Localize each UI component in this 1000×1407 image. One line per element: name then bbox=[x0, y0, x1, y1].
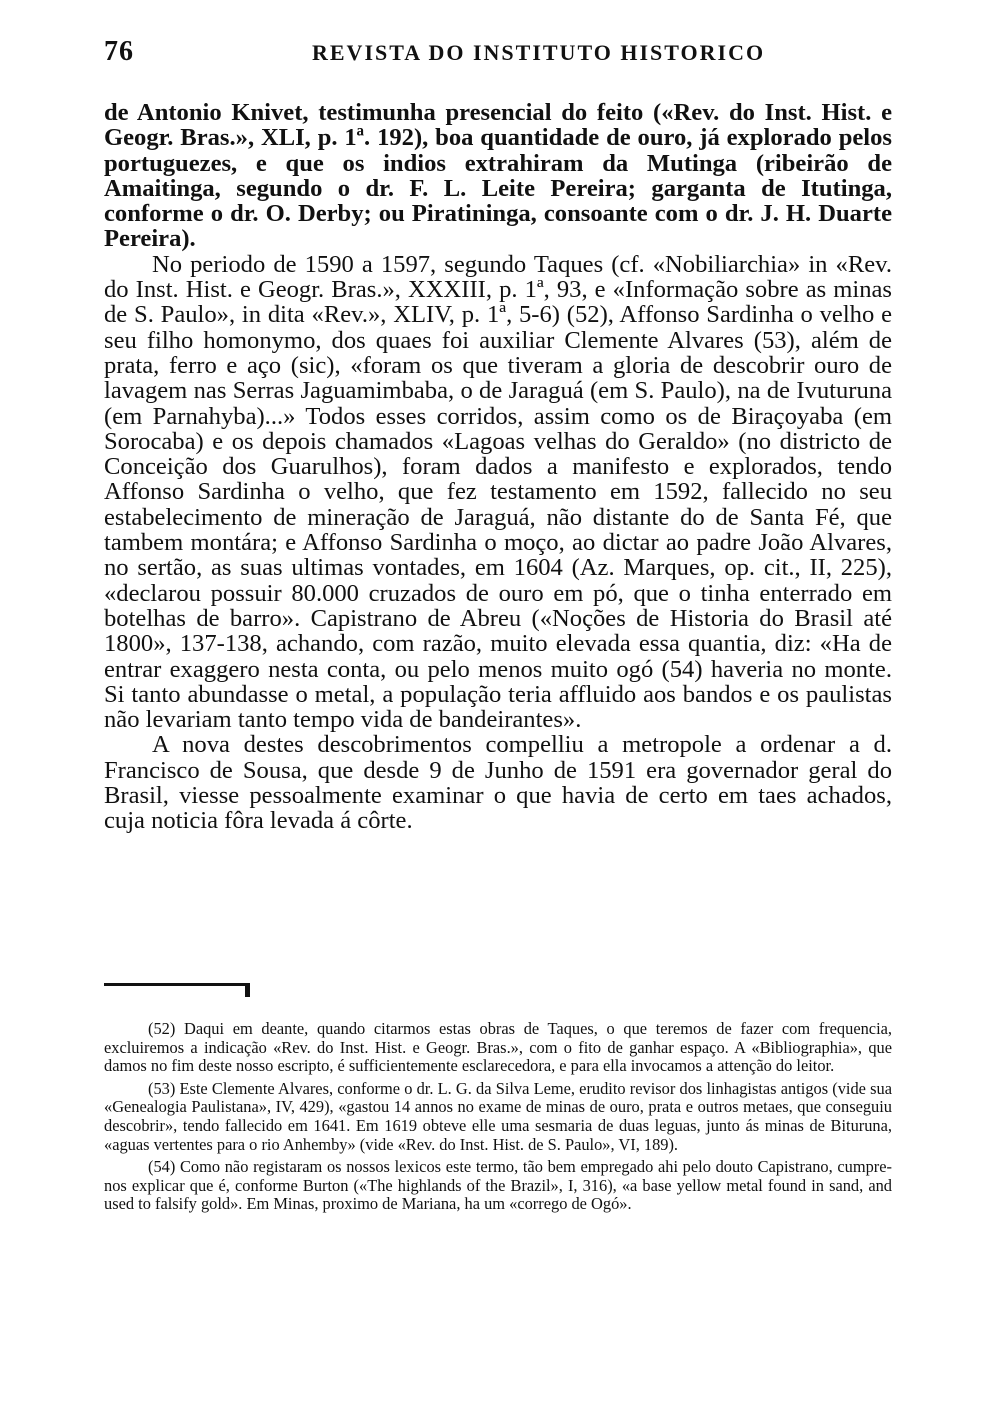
paragraph-1: de Antonio Knivet, testimunha presencial do feito («Rev. do Inst. Hist. e Geogr. Bras.», XLI, p. 1ª. 192), boa quantidade de ouro, já explorado pelos portuguezes, e que os indios extrahiram da Mutinga (ribeirão de Amaitinga, segundo o dr. F. L. Leite Pereira; garganta de Itutinga, conforme o dr. O. Derby; ou Piratininga, consoante com o dr. J. H. Duarte Pereira). bbox=[104, 99, 892, 253]
paragraph-3: A nova destes descobrimentos compelliu a metropole a ordenar a d. Francisco de Sousa, que desde 9 de Junho de 1591 era governador geral do Brasil, viesse pessoalmente examinar o que havia de certo em taes achados, cuja noticia fôra levada á côrte. bbox=[104, 731, 892, 835]
footnote-54: (54) Como não registaram os nossos lexicos este termo, tão bem empregado ahi pelo douto Capistrano, cumpre-nos explicar que é, conforme Burton («The highlands of the Brazil», I, 316), «a base yellow metal found in sand, and used to falsify gold». Em Minas, proximo de Mariana, ha um «corregо de Ogó». bbox=[104, 1157, 892, 1214]
footnote-separator-mark bbox=[245, 984, 250, 997]
footnotes bbox=[104, 1020, 892, 1218]
footnote-52: (52) Daqui em deante, quando citarmos estas obras de Taques, o que teremos de fazer com frequencia, excluiremos a indicação «Rev. do Inst. Hist. e Geogr. Bras.», com o fito de ganhar espaço. A «Bibliographia», que damos no fim deste nosso escripto, é sufficientemente esclarecedora, e para ella invocamos a attenção do leitor. bbox=[104, 1019, 892, 1076]
footnote-53: (53) Este Clemente Alvares, conforme o dr. L. G. da Silva Leme, erudito revisor dos linhagistas antigos (vide sua «Genealogia Paulistana», IV, 429), «gastou 14 annos no exame de minas de ouro, prata e outros metaes, que conseguiu descobrir», tendo fallecido em 1641. Em 1619 obteve elle uma sesmaria de duas leguas, junto ás minas de Bituruna, «aguas vertentes para o rio Anhemby» (vide «Rev. do Inst. Hist. de S. Paulo», VI, 189). bbox=[104, 1078, 892, 1154]
page-number: 76 bbox=[104, 36, 134, 67]
running-head: REVISTA DO INSTITUTO HISTORICO bbox=[312, 40, 766, 65]
main-text bbox=[104, 100, 892, 834]
paragraph-2: No periodo de 1590 a 1597, segundo Taques (cf. «Nobiliarchia» in «Rev. do Inst. Hist. e Geogr. Bras.», XXXIII, p. 1ª, 93, e «Informação sobre as minas de S. Paulo», in dita «Rev.», XLIV, p. 1ª, 5-6) (52), Affonso Sardinha o velho e seu filho homonymo, dos quaes foi auxiliar Clemente Alvares (53), além de prata, ferro e aço (sic), «foram os que tiveram a gloria de descobrir ouro de lavagem nas Serras Jaguamimbaba, o de Jaraguá (em S. Paulo), na de Ivuturuna (em Parnahyba)...» Todos esses corridos, assim como os de Biraçoyaba (em Sorocaba) e os depois chamados «Lagoas velhas do Geraldo» (no districto de Conceição dos Guarulhos), foram dados a manifesto e explorados, tendo Affonso Sardinha o velho, que fez testamento em 1592, fallecido no seu estabelecimento de mineração de Jaraguá, não distante do de Santa Fé, que tambem montára; e Affonso Sardinha o moço, ao dictar ao padre João Alvares, no sertão, as suas ultimas vontades, em 1604 (Az. Marques, op. cit., II, 225), «declarou possuir 80.000 cruzados de ouro em pó, que o tinha enterrado em botelhas de barro». Capistrano de Abreu («Noções de Historia do Brasil até 1800», 137-138, achando, com razão, muito elevada essa quantia, diz: «Ha de entrar exaggero nesta conta, ou pelo menos muito ogó (54) haveria no monte. Si tanto abundasse o metal, a população teria affluido aos bandos e os paulistas não levariam tanto tempo vida de bandeirantes». bbox=[104, 250, 892, 734]
footnote-separator-rule bbox=[104, 983, 250, 986]
